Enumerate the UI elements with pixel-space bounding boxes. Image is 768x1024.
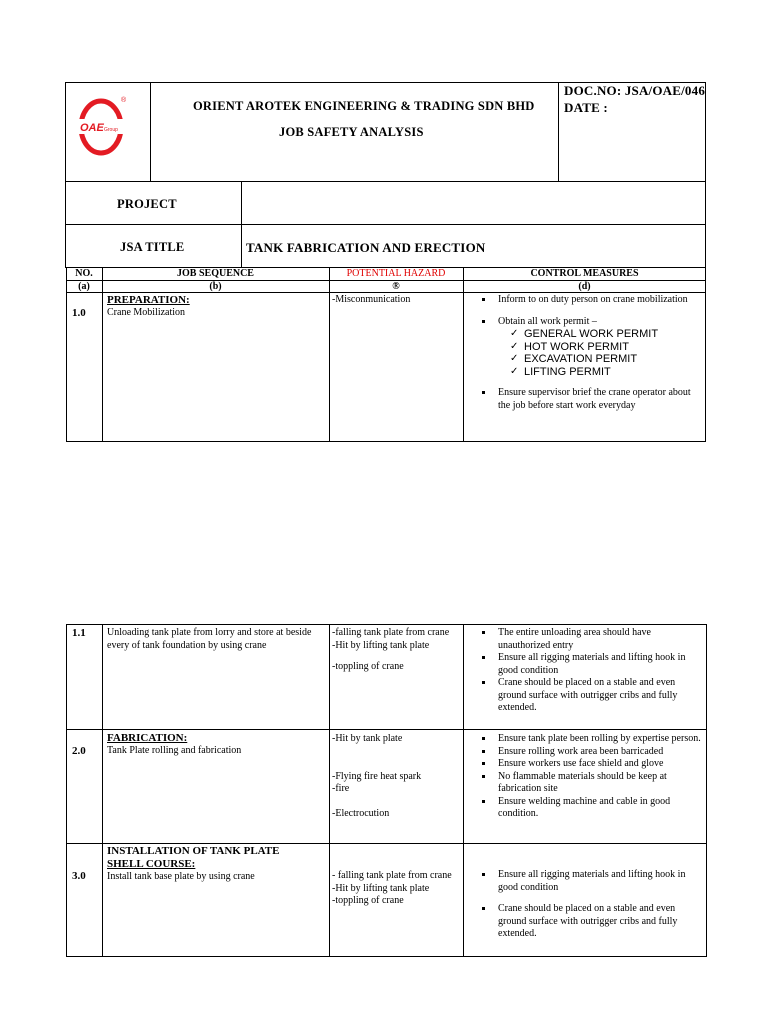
hazard-item: -Electrocution: [332, 807, 390, 819]
control-item: No flammable materials should be keep at fabrication site: [470, 771, 702, 796]
hazard-item: -Hit by lifting tank plate: [332, 882, 430, 894]
control-item: Obtain all work permit –: [470, 316, 702, 329]
col-header-potential-hazard: POTENTIAL HAZARD: [346, 268, 446, 279]
hazard-list: [332, 870, 458, 908]
divider: [102, 624, 103, 957]
col-header-potential-hazard-sub: ®: [392, 281, 400, 292]
hazard-item: -Flying fire heat spark: [332, 770, 422, 782]
divider: [329, 624, 330, 957]
control-item: Crane should be placed on a stable and even ground surface with outrigger cribs and fully extended.: [470, 903, 702, 941]
hazard-list: [332, 733, 458, 820]
jsa-title-value: TANK FABRICATION AND ERECTION: [246, 240, 486, 255]
job-sequence-text: Crane Mobilization: [107, 307, 186, 318]
hazard-item: -toppling of crane: [332, 661, 404, 672]
control-measures-list: [470, 869, 702, 941]
permit-item: ✓ HOT WORK PERMIT: [510, 340, 629, 353]
col-header-no-sub: (a): [78, 281, 90, 292]
jsa-title-label: JSA TITLE: [120, 240, 185, 254]
control-item: Ensure rolling work area been barricaded: [470, 746, 702, 759]
divider: [558, 82, 559, 182]
divider: [66, 729, 707, 730]
row-heading: FABRICATION:: [107, 732, 188, 744]
hazard-item: -fire: [332, 783, 350, 794]
job-sequence-text: Install tank base plate by using crane: [107, 871, 255, 882]
row-heading-line: SHELL COURSE:: [107, 858, 196, 870]
document-title: JOB SAFETY ANALYSIS: [279, 125, 424, 139]
control-item: Crane should be placed on a stable and even ground surface with outrigger cribs and fully extended.: [470, 677, 702, 715]
doc-number: DOC.NO: JSA/OAE/046: [564, 83, 706, 98]
col-header-control-measures: CONTROL MEASURES: [530, 268, 639, 279]
col-header-control-measures-sub: (d): [578, 281, 591, 292]
hazard-item: -toppling of crane: [332, 895, 404, 906]
job-sequence-text: Unloading tank plate from lorry and store at beside every of tank foundation by using crane: [107, 627, 312, 651]
hazard-item: -Hit by tank plate: [332, 733, 403, 744]
control-item: Ensure all rigging materials and lifting hook in good condition: [470, 869, 702, 894]
svg-text:Group: Group: [104, 127, 118, 133]
control-item: Ensure welding machine and cable in good condition.: [470, 796, 702, 821]
hazard-item: -falling tank plate from crane: [332, 627, 450, 638]
control-measures-list: [470, 733, 702, 821]
checkmark-icon: ✓: [510, 340, 519, 352]
control-item: The entire unloading area should have unauthorized entry: [470, 627, 702, 652]
control-measures-list: [470, 627, 702, 715]
checkmark-icon: ✓: [510, 353, 519, 364]
col-header-job-sequence: JOB SEQUENCE: [177, 268, 254, 279]
control-item: Ensure supervisor brief the crane operator about the job before start work everyday: [470, 387, 702, 412]
row-number: 2.0: [72, 745, 86, 757]
divider: [150, 82, 151, 182]
row-number: 1.1: [72, 627, 86, 639]
col-header-no: NO.: [75, 268, 93, 279]
row-number: 1.0: [72, 307, 86, 319]
checkmark-icon: ✓: [510, 328, 519, 339]
control-item: Ensure all rigging materials and lifting hook in good condition: [470, 652, 702, 677]
control-item: Ensure tank plate been rolling by expertise person.: [470, 733, 702, 746]
row-heading: [107, 845, 279, 871]
job-sequence-text: Tank Plate rolling and fabrication: [107, 745, 242, 756]
hazard-item: -Hit by lifting tank plate: [332, 639, 430, 651]
hazard-list: [332, 627, 458, 674]
control-item: Inform to on duty person on crane mobilization: [470, 294, 702, 307]
permit-item: ✓ EXCAVATION PERMIT: [510, 353, 638, 365]
divider: [463, 624, 464, 957]
checkmark-icon: ✓: [510, 365, 519, 377]
col-header-job-sequence-sub: (b): [209, 281, 222, 292]
permit-item: ✓ GENERAL WORK PERMIT: [510, 328, 659, 340]
control-item: Ensure workers use face shield and glove: [470, 758, 702, 771]
permit-item: ✓ LIFTING PERMIT: [510, 365, 611, 378]
project-label: PROJECT: [117, 197, 177, 211]
date-label: DATE :: [564, 100, 608, 115]
hazard-item: - falling tank plate from crane: [332, 870, 452, 881]
svg-text:OAE: OAE: [80, 122, 104, 134]
company-name: ORIENT AROTEK ENGINEERING & TRADING SDN BHD: [193, 99, 535, 113]
company-logo: [76, 90, 132, 160]
row-heading-line: INSTALLATION OF TANK PLATE: [107, 845, 280, 857]
hazard-text: -Misconmunication: [332, 294, 411, 305]
control-measures-list: [470, 294, 702, 412]
row-number: 3.0: [72, 870, 86, 882]
row-heading: PREPARATION:: [107, 294, 190, 306]
svg-text:®: ®: [121, 97, 127, 104]
divider: [66, 843, 707, 844]
